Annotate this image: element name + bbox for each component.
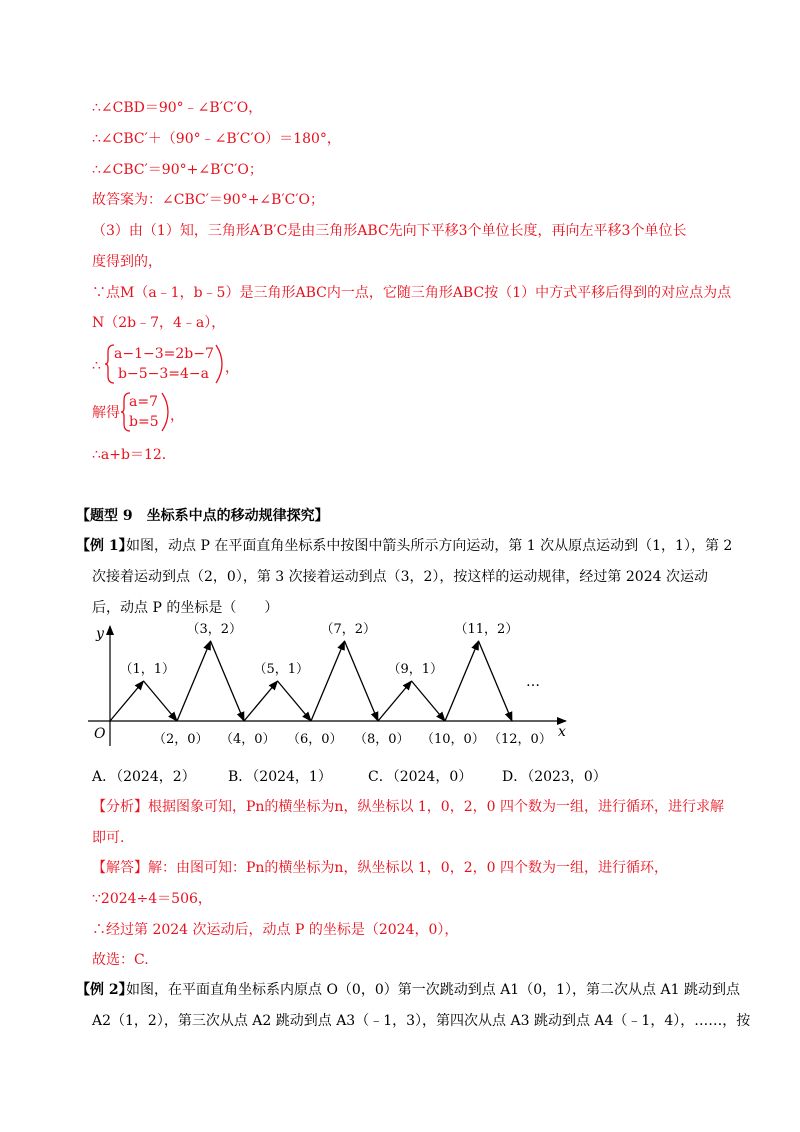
path-segment	[144, 681, 178, 721]
solution-line-4: 故答案为：∠CBC′＝90°+∠B′C′O；	[92, 192, 324, 208]
path-segment	[278, 681, 312, 721]
result-line: ∴a+b＝12．	[92, 447, 176, 463]
path-segment	[412, 681, 446, 721]
movement-path	[110, 641, 512, 721]
path-segment	[110, 681, 144, 721]
x-axis-label: x	[558, 724, 566, 740]
solution-line-3: ∴∠CBC′＝90°+∠B′C′O；	[92, 162, 263, 178]
system1-comma: ，	[225, 360, 239, 376]
top-point-label: （3，2）	[186, 622, 243, 637]
path-segment	[479, 641, 513, 721]
top-point-label: （9，1）	[387, 662, 444, 677]
system1-equation-1: a−1−3=2b−7	[114, 346, 214, 362]
solution-line-8: N（2b﹣7，4﹣a），	[92, 315, 226, 331]
example2-line-2: A2（1，2），第三次从点 A2 跳动到点 A3（﹣1，3），第四次从点 A3 跳动到点 A4（﹣1，4），……，按	[92, 1013, 751, 1029]
bottom-point-label: （8，0）	[354, 732, 410, 747]
path-segment	[445, 641, 479, 721]
section-title: 【题型 9 坐标系中点的移动规律探究】	[76, 508, 329, 524]
path-segment	[244, 681, 278, 721]
right-paren-icon	[214, 344, 224, 384]
path-segment	[211, 641, 245, 721]
origin-label: O	[94, 726, 106, 742]
system2-equation-1: a=7	[129, 394, 158, 410]
right-paren-icon	[160, 392, 170, 432]
system2-comma: ，	[170, 408, 184, 424]
bottom-point-label: （6，0）	[287, 732, 343, 747]
top-point-label: （1，1）	[119, 662, 176, 677]
example1-line-3: 后，动点 P 的坐标是（ ）	[92, 600, 279, 616]
option-a[interactable]: A．（2024，2）	[92, 769, 196, 785]
option-d[interactable]: D．（2023，0）	[502, 769, 607, 785]
example1-tag: 【例 1】	[76, 538, 133, 554]
movement-graph	[88, 618, 578, 750]
bottom-point-label: （12，0）	[488, 732, 552, 747]
example1-line-2: 次接着运动到点（2，0），第 3 次接着运动到点（3，2），按这样的运动规律，经过第 2024 次运动	[92, 569, 708, 585]
path-segment	[177, 641, 211, 721]
top-point-label: （11，2）	[454, 622, 519, 637]
solution-line-6: 度得到的，	[92, 254, 162, 270]
bottom-point-label: （10，0）	[421, 732, 485, 747]
path-segment	[378, 681, 412, 721]
bottom-point-label: （4，0）	[220, 732, 276, 747]
system1-equation-2: b−5−3=4−a	[118, 366, 209, 382]
therefore-symbol: ∴	[92, 358, 101, 374]
y-axis-label: y	[96, 626, 104, 642]
path-segment	[311, 641, 345, 721]
answer-line-4: 故选：C.	[92, 952, 149, 968]
solution-line-1: ∴∠CBD＝90°﹣∠B′C′O，	[92, 100, 263, 116]
path-segment	[345, 641, 379, 721]
solution-line-5: （3）由（1）知，三角形A′B′C是由三角形ABC先向下平移3个单位长度，再向左平移3个单位长	[92, 223, 687, 239]
solution-line-7: ∵点M（a﹣1，b﹣5）是三角形ABC内一点，它随三角形ABC按（1）中方式平移后得到的对应点为点	[92, 285, 732, 301]
example2-line-1: 如图，在平面直角坐标系内原点 O（0，0）第一次跳动到点 A1（0，1），第二次从点 A1 跳动到点	[126, 982, 740, 998]
bottom-point-label: （2，0）	[153, 732, 209, 747]
analysis-line-2: 即可.	[92, 830, 125, 846]
solve-prefix: 解得	[92, 405, 120, 421]
option-b[interactable]: B．（2024，1）	[228, 769, 332, 785]
answer-line-3: ∴经过第 2024 次运动后，动点 P 的坐标是（2024，0），	[92, 922, 459, 938]
ellipsis-label: …	[526, 674, 540, 690]
system2-equation-2: b=5	[129, 414, 159, 430]
solution-line-2: ∴∠CBC′＋（90°﹣∠B′C′O）＝180°，	[92, 131, 341, 147]
top-point-label: （5，1）	[253, 662, 310, 677]
analysis-line-1: 【分析】根据图象可知，Pn的横坐标为n，纵坐标以 1，0，2，0 四个数为一组，进行循环，进行求解	[92, 799, 724, 815]
example1-line-1: 如图，动点 P 在平面直角坐标系中按图中箭头所示方向运动，第 1 次从原点运动到（1，1），第 2	[126, 538, 733, 554]
top-point-label: （7，2）	[320, 622, 377, 637]
option-c[interactable]: C．（2024，0）	[368, 769, 473, 785]
answer-line-2: ∵2024÷4＝506，	[92, 891, 212, 907]
example2-tag: 【例 2】	[76, 982, 133, 998]
answer-line-1: 【解答】解：由图可知：Pn的横坐标为n，纵坐标以 1，0，2，0 四个数为一组，进行循环，	[92, 860, 668, 876]
